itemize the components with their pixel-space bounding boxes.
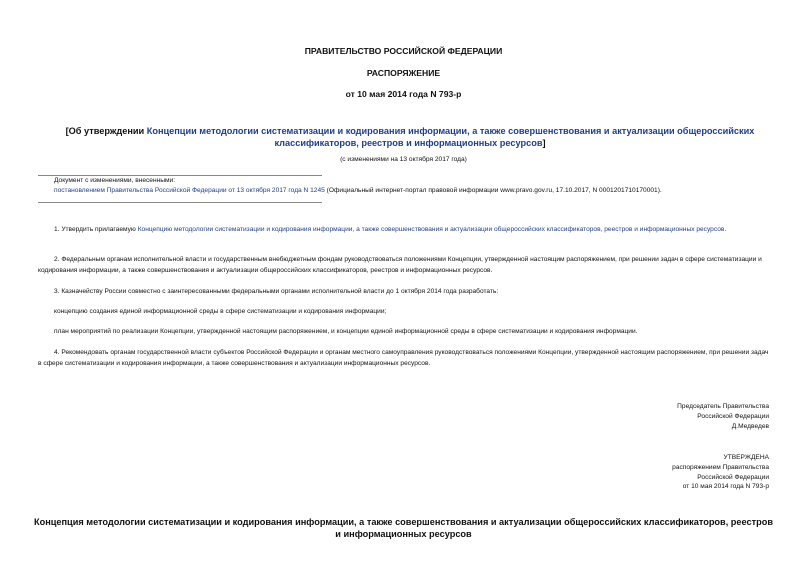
paragraph-1 (38, 225, 769, 236)
changes-bottom-rule (38, 202, 322, 203)
paragraph-4 (38, 348, 769, 369)
approval-line-4: от 10 мая 2014 года N 793-р (682, 483, 769, 491)
amendment-note: (с изменениями на 13 октября 2017 года) (340, 156, 467, 163)
title-bracket-close: ] (542, 138, 546, 148)
signature-name: Д.Медведев (731, 422, 769, 430)
changes-label: Документ с изменениями, внесенными: (54, 177, 176, 184)
paragraph-3a-text: концепцию создания единой информационной среды в сфере систематизации и кодирования информации; (54, 308, 387, 315)
paragraph-2 (38, 255, 769, 276)
changes-top-rule (38, 175, 322, 176)
approval-line-2: распоряжением Правительства (672, 463, 769, 471)
changes-line (54, 187, 662, 194)
paragraph-3b-text: план мероприятий по реализации Концепции, утвержденной настоящим распоряжением, и концепции единой информационной среды в сфере систематизации и кодирования информации. (54, 328, 638, 335)
signature-position: Председатель Правительства (677, 403, 769, 410)
document-type-heading: РАСПОРЯЖЕНИЕ (366, 68, 441, 78)
amending-decree-link[interactable]: постановлением Правительства Российской Федерации от 13 октября 2017 года N 1245 (54, 187, 325, 194)
paragraph-4-text: 4. Рекомендовать органам государственной власти субъектов Российской Федерации и органам местного самоуправления руководствоваться положениями Концепции, утвержденной настоящим распоряжением, при решении задач в сфере систематизации и кодирования информации, а также совершенствования и актуализации информационных ресурсов. (38, 349, 769, 367)
document-title (60, 125, 760, 149)
changes-source: (Официальный интернет-портал правовой информации www.pravo.gov.ru, 17.10.2017, N 0001201710170001). (324, 187, 662, 194)
approval-heading: УТВЕРЖДЕНА (723, 454, 769, 461)
paragraph-3b (38, 327, 769, 338)
approval-block (509, 453, 769, 492)
signature-block (509, 402, 769, 431)
document-date-number: от 10 мая 2014 года N 793-р (345, 89, 462, 99)
approval-line-3: Российской Федерации (697, 473, 769, 481)
concept-heading: Концепция методологии систематизации и кодирования информации, а также совершенствования и актуализации общероссийских классификаторов, реестров и информационных ресурсов (33, 517, 773, 539)
concept-link[interactable]: Концепцию методологии систематизации и кодирования информации, а также совершенствования и актуализации общероссийских классификаторов, реестров и информационных ресурсов (137, 226, 725, 233)
paragraph-3a (38, 307, 769, 318)
paragraph-1-end: . (724, 226, 727, 233)
paragraph-2-text: 2. Федеральным органам исполнительной власти и государственным внебюджетным фондам руководствоваться положениями Концепции, утвержденной настоящим распоряжением, при решении задач в сфере систематизации и кодирования информации, а также совершенствования и актуализации общероссийских классификаторов, реестров и информационных ресурсов. (38, 256, 762, 274)
title-bracket-open: [Об утверждении (65, 126, 147, 136)
paragraph-1-lead: 1. Утвердить прилагаемую (54, 226, 138, 233)
government-heading: ПРАВИТЕЛЬСТВО РОССИЙСКОЙ ФЕДЕРАЦИИ (304, 46, 503, 56)
paragraph-3-text: 3. Казначейству России совместно с заинтересованными федеральными органами исполнительной власти до 1 октября 2014 года разработать: (54, 288, 499, 295)
paragraph-3 (38, 287, 769, 298)
signature-country: Российской Федерации (697, 412, 769, 420)
concept-title-link[interactable]: Концепции методологии систематизации и кодирования информации, а также совершенствования и актуализации общероссийских классификаторов, реестров и информационных ресурсов (146, 126, 755, 148)
